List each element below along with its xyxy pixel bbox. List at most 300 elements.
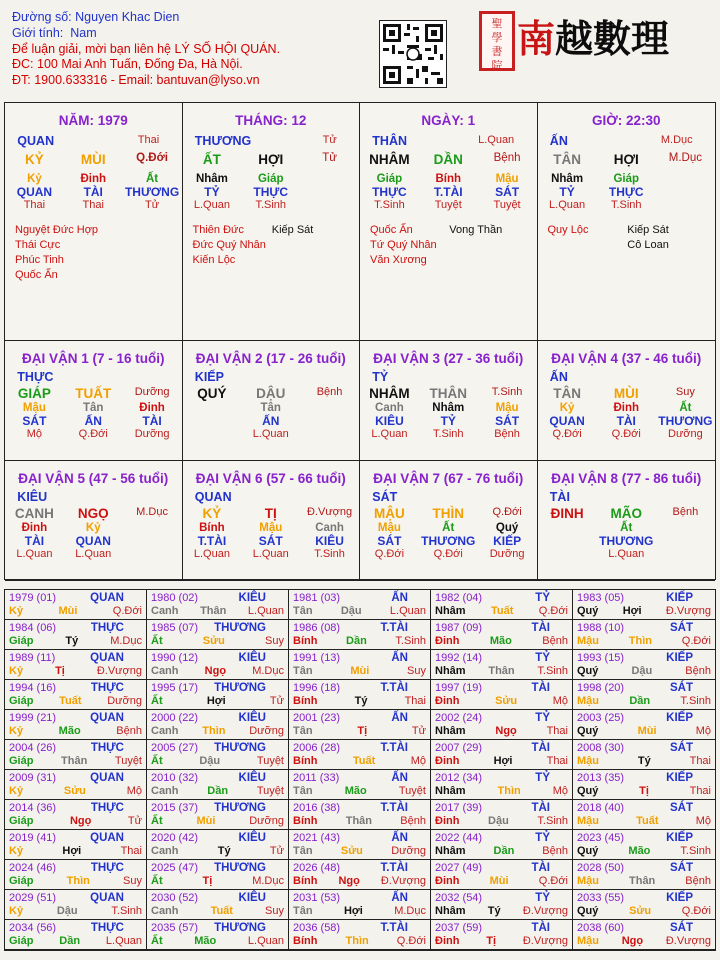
year-label: 2004 (26): [9, 742, 57, 754]
year-god: T.TÀI: [380, 622, 408, 634]
earthly-branch: MÙI: [80, 152, 106, 167]
hidden-god: THỰC: [253, 185, 289, 199]
branch-phase: M.Dục: [136, 506, 168, 518]
year-phase: Tuyệt: [114, 755, 142, 767]
year-god: KIÊU: [238, 832, 266, 844]
hidden-god: THƯƠNG: [124, 185, 180, 199]
pillar-phase: Thai: [137, 134, 160, 146]
dai-van-title: ĐẠI VẬN 5 (47 - 56 tuổi): [18, 471, 169, 486]
year-branch: Mão: [489, 635, 512, 647]
hidden-god: QUAN: [75, 534, 111, 548]
pillar-god: THÂN: [372, 134, 408, 148]
hidden-god: QUAN: [549, 414, 585, 428]
year-god: ẤN: [391, 712, 408, 724]
hidden-phase: Mộ: [26, 428, 43, 440]
year-label: 1982 (04): [435, 592, 483, 604]
year-label: 2037 (59): [435, 922, 483, 934]
year-label: 2021 (43): [293, 832, 341, 844]
year-branch: Mão: [58, 725, 81, 737]
pillar-phase: M.Dục: [660, 134, 693, 146]
year-branch: Thìn: [497, 785, 521, 797]
year-stem: Tân: [293, 845, 313, 857]
year-label: 2036 (58): [293, 922, 341, 934]
year-stem: Kỷ: [9, 665, 24, 677]
year-branch: Tý: [487, 905, 501, 917]
star: Phúc Tinh: [15, 254, 64, 266]
year-stem: Tân: [293, 785, 313, 797]
heavenly-stem: MẬU: [374, 506, 405, 521]
year-god: KIẾP: [666, 592, 693, 604]
hidden-phase: L.Quan: [252, 428, 289, 440]
year-branch: Tuất: [210, 905, 233, 917]
pillar-phase: Tử: [322, 134, 337, 146]
earthly-branch: TUẤT: [75, 386, 112, 401]
hidden-phase: Dưỡng: [489, 548, 525, 560]
year-phase: Q.Đới: [681, 905, 711, 917]
dai-van-god: ẤN: [549, 370, 568, 384]
year-stem: Canh: [151, 725, 179, 737]
year-label: 2028 (50): [577, 862, 625, 874]
hidden-stem: Tân: [260, 402, 281, 414]
year-stem: Quý: [577, 725, 599, 737]
year-branch: Thân: [629, 875, 656, 887]
hidden-stem: Bính: [199, 522, 225, 534]
hidden-phase: Q.Đới: [611, 428, 641, 440]
hidden-stem: Nhâm: [551, 173, 584, 185]
year-phase: T.Sinh: [395, 635, 426, 647]
year-label: 2009 (31): [9, 772, 57, 784]
hidden-stem: Đinh: [139, 402, 165, 414]
year-god: KIẾP: [666, 712, 693, 724]
year-phase: T.Sinh: [537, 665, 568, 677]
pillars-grid: [4, 102, 716, 580]
seal-stamp: 聖 學 書 院: [479, 11, 515, 71]
year-label: 2020 (42): [151, 832, 199, 844]
earthly-branch: MÃO: [610, 506, 642, 521]
year-label: 2003 (25): [577, 712, 625, 724]
earthly-branch: THÂN: [429, 386, 467, 401]
hidden-phase: [123, 548, 181, 560]
year-label: 2014 (36): [9, 802, 57, 814]
year-cell: [5, 890, 147, 920]
pillar-god: QUAN: [17, 134, 55, 148]
year-cell: [147, 650, 289, 680]
header-info: [12, 10, 280, 89]
year-cell: [289, 710, 431, 740]
hidden-stem: Ất: [442, 522, 455, 534]
hidden-phase: T.Sinh: [314, 548, 345, 560]
year-label: 2034 (56): [9, 922, 57, 934]
year-label: 2029 (51): [9, 892, 57, 904]
year-cell: [147, 620, 289, 650]
year-branch: Tý: [65, 635, 79, 647]
hidden-phase: Q.Đới: [78, 428, 108, 440]
star: Vong Thần: [449, 224, 503, 236]
year-label: 1992 (14): [435, 652, 483, 664]
pillar-title: NGÀY: 1: [421, 113, 476, 128]
branch-phase: Bệnh: [672, 506, 699, 518]
hidden-phase: [538, 548, 597, 560]
hidden-phase: L.Quan: [75, 548, 112, 560]
year-cell: [431, 740, 573, 770]
year-stem: Nhâm: [435, 725, 466, 737]
year-branch: Mùi: [58, 605, 78, 617]
pillar-god: ẤN: [549, 134, 568, 148]
year-branch: Mão: [194, 935, 217, 947]
hidden-stem: [300, 402, 358, 414]
year-stem: Mậu: [577, 635, 599, 647]
year-stem: Mậu: [577, 755, 599, 767]
year-cell: [147, 740, 289, 770]
star: Đức Quý Nhân: [192, 239, 266, 251]
hidden-stem: [656, 522, 715, 534]
stars: [360, 211, 537, 268]
hidden-stem: Kỷ: [559, 402, 575, 414]
year-phase: Tử: [269, 695, 284, 707]
year-branch: Dần: [493, 845, 515, 857]
year-stem: Mậu: [577, 935, 599, 947]
hidden-phase: Dưỡng: [668, 428, 703, 440]
branch-phase: Dưỡng: [134, 386, 170, 398]
year-phase: Thai: [120, 845, 142, 857]
year-stem: Quý: [577, 785, 599, 797]
year-god: THƯƠNG: [214, 622, 266, 634]
year-cell: [289, 920, 431, 950]
year-stem: Giáp: [9, 815, 34, 827]
branch-phase: Q.Đới: [492, 506, 522, 518]
hidden-stem: [538, 522, 597, 534]
hidden-stem: Quý: [495, 522, 519, 534]
year-branch: Tuất: [352, 755, 376, 767]
hidden-god: T.TÀI: [197, 534, 227, 548]
year-stem: Canh: [151, 845, 179, 857]
pillar-god: THƯƠNG: [194, 134, 252, 148]
hidden-god: THƯƠNG: [658, 414, 713, 428]
dai-van-8: [538, 461, 716, 581]
earthly-branch: HỢI: [258, 152, 284, 167]
hidden-god: TỶ: [204, 185, 220, 199]
hidden-phase: T.Sinh: [432, 428, 464, 440]
year-phase: L.Quan: [247, 605, 284, 617]
year-stem: Kỷ: [9, 845, 24, 857]
branch-phase: M.Dục: [668, 152, 702, 164]
year-cell: [147, 770, 289, 800]
year-stem: Đinh: [435, 755, 460, 767]
year-label: 2012 (34): [435, 772, 483, 784]
heavenly-stem: TÂN: [553, 386, 581, 401]
year-stem: Quý: [577, 905, 599, 917]
year-label: 1996 (18): [293, 682, 341, 694]
year-label: 2025 (47): [151, 862, 199, 874]
year-cell: [289, 740, 431, 770]
year-label: 2005 (27): [151, 742, 199, 754]
year-phase: Đ.Vượng: [665, 605, 711, 617]
hidden-stem: Đinh: [80, 173, 107, 185]
year-phase: L.Quan: [105, 935, 142, 947]
year-phase: Q.Đới: [681, 635, 711, 647]
year-phase: Đ.Vượng: [96, 665, 142, 677]
earthly-branch: MÙI: [613, 386, 639, 401]
year-phase: L.Quan: [389, 605, 426, 617]
year-branch: Tuất: [636, 815, 659, 827]
hidden-phase: L.Quan: [16, 548, 53, 560]
branch-phase: Bệnh: [316, 386, 343, 398]
year-label: 2017 (39): [435, 802, 483, 814]
year-branch: Tuất: [490, 605, 514, 617]
year-stem: Giáp: [9, 935, 34, 947]
year-branch: Tý: [217, 845, 231, 857]
year-phase: T.Sinh: [537, 815, 568, 827]
year-stem: Tân: [293, 665, 313, 677]
year-cell: [147, 920, 289, 950]
hidden-phase: Q.Đới: [374, 548, 405, 560]
year-phase: Mộ: [126, 785, 142, 797]
year-branch: Tị: [357, 725, 368, 737]
year-cell: [289, 800, 431, 830]
year-branch: Hợi: [206, 695, 226, 707]
earthly-branch: DẬU: [256, 386, 286, 401]
year-label: 2002 (24): [435, 712, 483, 724]
year-cell: [573, 740, 715, 770]
dai-van-5: [5, 461, 183, 581]
year-phase: M.Dục: [394, 905, 426, 917]
hidden-phase: Q.Đới: [552, 428, 582, 440]
year-cell: [5, 710, 147, 740]
year-label: 1999 (21): [9, 712, 57, 724]
year-god: SÁT: [670, 802, 693, 814]
year-god: QUAN: [90, 832, 124, 844]
year-stem: Kỷ: [9, 905, 24, 917]
year-stem: Ất: [151, 635, 163, 647]
year-stem: Bính: [293, 815, 318, 827]
year-god: KIÊU: [238, 712, 266, 724]
address-line: ĐC: 100 Mai Anh Tuấn, Đống Đa, Hà Nội.: [12, 57, 243, 72]
hidden-stem: Mậu: [495, 402, 519, 414]
year-label: 1993 (15): [577, 652, 625, 664]
year-cell: [431, 710, 573, 740]
year-god: TÀI: [531, 922, 550, 934]
year-stem: Bính: [293, 695, 318, 707]
hidden-phase: [300, 428, 358, 440]
hidden-phase: L.Quan: [549, 199, 586, 211]
hidden-stem: Canh: [375, 402, 404, 414]
year-phase: T.Sinh: [680, 695, 711, 707]
star: Quốc Ấn: [370, 224, 413, 236]
year-label: 2011 (33): [293, 772, 340, 784]
dai-van-title: ĐẠI VẬN 7 (67 - 76 tuổi): [373, 471, 524, 486]
hidden-god: QUAN: [16, 185, 53, 199]
year-label: 1990 (12): [151, 652, 199, 664]
hidden-god: SÁT: [495, 414, 520, 428]
earthly-branch: NGỌ: [77, 506, 109, 521]
year-phase: Đ.Vượng: [522, 935, 568, 947]
year-branch: Sửu: [202, 635, 225, 647]
hidden-stem: Nhâm: [432, 402, 465, 414]
year-stem: Đinh: [435, 815, 460, 827]
year-branch: Hợi: [343, 905, 363, 917]
hidden-god: [300, 414, 358, 428]
year-label: 1979 (01): [9, 592, 57, 604]
year-cell: [289, 770, 431, 800]
branch-phase: Suy: [675, 386, 695, 398]
year-cell: [5, 620, 147, 650]
year-phase: Suy: [265, 635, 284, 647]
year-stem: Đinh: [435, 935, 460, 947]
earthly-branch: THÌN: [432, 506, 464, 521]
hidden-stem: [183, 402, 241, 414]
year-branch: Tuất: [59, 695, 82, 707]
year-cell: [431, 860, 573, 890]
year-label: 1991 (13): [293, 652, 341, 664]
year-god: T.TÀI: [380, 742, 408, 754]
year-cell: [147, 800, 289, 830]
year-phase: Dưỡng: [107, 695, 142, 707]
year-label: 2008 (30): [577, 742, 625, 754]
hidden-god: SÁT: [495, 185, 520, 199]
heavenly-stem: ĐINH: [550, 506, 584, 521]
hidden-phase: L.Quan: [608, 548, 645, 560]
year-cell: [147, 830, 289, 860]
stars: [538, 211, 716, 253]
year-god: KIÊU: [238, 652, 266, 664]
star: Tứ Quý Nhân: [370, 239, 437, 251]
year-stem: Giáp: [9, 875, 34, 887]
year-stem: Canh: [151, 905, 179, 917]
year-god: THỰC: [90, 622, 124, 634]
year-cell: [431, 770, 573, 800]
name-value: Nguyen Khac Dien: [75, 10, 180, 24]
year-stem: Ất: [151, 935, 163, 947]
year-branch: Dậu: [488, 815, 509, 827]
year-branch: Ngọ: [69, 815, 92, 827]
year-cell: [289, 890, 431, 920]
heavenly-stem: KỶ: [25, 152, 44, 167]
year-god: ẤN: [391, 892, 408, 904]
year-cell: [289, 680, 431, 710]
year-god: ẤN: [391, 652, 408, 664]
hidden-phase: L.Quan: [252, 548, 289, 560]
year-god: THỰC: [90, 922, 124, 934]
hidden-phase: Tuyệt: [434, 199, 462, 211]
year-phase: Mộ: [695, 725, 711, 737]
year-stem: Bính: [293, 875, 318, 887]
star: Nguyệt Đức Hợp: [15, 224, 99, 236]
qr-code-icon[interactable]: [379, 20, 447, 88]
year-cell: [5, 650, 147, 680]
year-phase: Thai: [689, 785, 711, 797]
year-stem: Bính: [293, 635, 318, 647]
year-god: QUAN: [90, 892, 124, 904]
year-god: TỶ: [535, 592, 550, 604]
star: Cô Loan: [627, 239, 669, 251]
year-branch: Hợi: [493, 755, 513, 767]
year-god: TÀI: [531, 742, 550, 754]
year-label: 1987 (09): [435, 622, 483, 634]
year-cell: [431, 830, 573, 860]
hidden-god: THỰC: [608, 185, 644, 199]
branch-phase: Tử: [322, 152, 337, 164]
year-cell: [5, 590, 147, 620]
year-branch: Dậu: [199, 755, 221, 767]
year-phase: M.Dục: [252, 875, 284, 887]
dai-van-3: [360, 341, 538, 461]
year-god: THƯƠNG: [214, 742, 266, 754]
pillar-month: [183, 103, 361, 341]
hidden-god: TÀI: [83, 185, 103, 199]
year-god: THƯƠNG: [214, 862, 266, 874]
year-god: THƯƠNG: [214, 922, 266, 934]
year-label: 2013 (35): [577, 772, 625, 784]
year-phase: Mộ: [695, 815, 711, 827]
hidden-god: TỶ: [559, 185, 575, 199]
year-god: QUAN: [90, 712, 124, 724]
hidden-stem: Ất: [146, 173, 159, 185]
pillar-year: [5, 103, 183, 341]
year-cell: [147, 890, 289, 920]
year-stem: Quý: [577, 665, 599, 677]
year-cell: [289, 650, 431, 680]
year-label: 2015 (37): [151, 802, 199, 814]
year-phase: T.Sinh: [111, 905, 142, 917]
year-cell: [431, 650, 573, 680]
year-god: SÁT: [670, 862, 693, 874]
year-stem: Giáp: [9, 635, 34, 647]
stars: [5, 211, 182, 283]
year-phase: Q.Đới: [538, 605, 568, 617]
year-phase: Bệnh: [542, 635, 568, 647]
year-branch: Hợi: [622, 605, 642, 617]
year-phase: Bệnh: [685, 875, 711, 887]
star: Thái Cực: [15, 239, 61, 251]
year-stem: Ất: [151, 875, 163, 887]
year-phase: Dưỡng: [249, 725, 284, 737]
year-label: 2033 (55): [577, 892, 625, 904]
year-cell: [5, 860, 147, 890]
star: Kiến Lộc: [192, 254, 236, 266]
hidden-phase: T.Sinh: [610, 199, 642, 211]
year-branch: Thân: [488, 665, 515, 677]
hidden-god: [123, 534, 181, 548]
year-label: 2010 (32): [151, 772, 199, 784]
year-stem: Kỷ: [9, 785, 24, 797]
year-cell: [5, 830, 147, 860]
year-label: 2026 (48): [293, 862, 341, 874]
year-label: 1995 (17): [151, 682, 199, 694]
dai-van-god: KIÊU: [17, 490, 48, 504]
hidden-stem: Giáp: [613, 173, 640, 185]
branch-phase: Q.Đới: [136, 152, 168, 164]
year-stem: Canh: [151, 605, 179, 617]
year-phase: Tử: [411, 725, 426, 737]
hidden-god: ẤN: [262, 414, 280, 428]
name-label: Đường số:: [12, 10, 72, 24]
hidden-god: ẤN: [84, 414, 102, 428]
year-phase: Bệnh: [685, 665, 711, 677]
heavenly-stem: GIÁP: [17, 386, 51, 401]
year-god: TÀI: [531, 802, 550, 814]
dai-van-title: ĐẠI VẬN 6 (57 - 66 tuổi): [195, 471, 346, 486]
heavenly-stem: TÂN: [553, 152, 581, 167]
star: Kiếp Sát: [627, 224, 669, 236]
hidden-phase: L.Quan: [193, 199, 230, 211]
dai-van-7: [360, 461, 538, 581]
year-cell: [431, 920, 573, 950]
year-god: SÁT: [670, 622, 693, 634]
year-god: T.TÀI: [380, 802, 408, 814]
hidden-phase: Thai: [82, 199, 104, 211]
year-cell: [5, 740, 147, 770]
hidden-stem: Mậu: [377, 522, 401, 534]
